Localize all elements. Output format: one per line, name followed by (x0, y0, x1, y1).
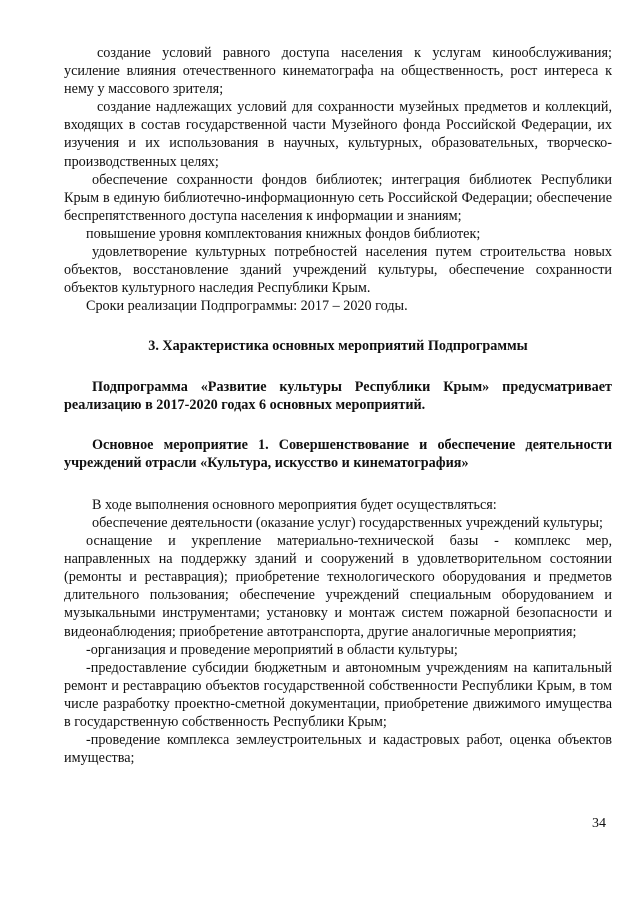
paragraph-measure-intro: В ходе выполнения основного мероприятия будет осуществляться: (92, 496, 497, 513)
paragraph-activity-support: обеспечение деятельности (оказание услуг) государственных учреждений культуры; (92, 514, 603, 531)
measure-1-heading: Основное мероприятие 1. Совершенствование и обеспечение деятельности учреждений отрасли «Культура, искусство и кинематография» (64, 436, 612, 471)
paragraph-cultural-needs: удовлетворение культурных потребностей населения путем строительства новых объектов, восстановление зданий учреждений культуры, обеспечение сохранности объектов культурного наследия Республики Крым. (64, 244, 612, 297)
page-content (64, 44, 612, 767)
paragraph-equipment: оснащение и укрепление материально-технической базы - комплекс мер, направленных на поддержку зданий и сооружений в удовлетворительном состоянии (ремонты и реставрация); приобретение технологического оборудования и предметов длительного пользования; обеспечение учреждений специальным оборудованием и музыкальными инструментами; установку и монтаж систем пожарной безопасности и видеонаблюдения; приобретение автотранспорта, другие аналогичные мероприятия; (64, 533, 612, 640)
paragraph-book-collections: повышение уровня комплектования книжных фондов библиотек; (86, 225, 481, 242)
paragraph-library-funds: обеспечение сохранности фондов библиотек; интеграция библиотек Республики Крым в единую библиотечно-информационную сеть Российской Федерации; обеспечение беспрепятственного доступа населения к информации и знаниям; (64, 171, 612, 224)
paragraph-implementation-period: Сроки реализации Подпрограммы: 2017 – 2020 годы. (86, 298, 408, 315)
paragraph-subsidies: -предоставление субсидии бюджетным и автономным учреждениям на капитальный ремонт и реставрацию объектов государственной собственности Республики Крым, в том числе разработку проектно-сметной документации, приобретение движимого имущества в государственную собственность Республики Крым; (64, 659, 612, 730)
paragraph-museum-conditions: создание надлежащих условий для сохранности музейных предметов и коллекций, входящих в состав государственной части Музейного фонда Российской Федерации, их изучения и их использования в научных, культурных, образовательных, творческо-производственных целях; (64, 99, 612, 170)
paragraph-events: -организация и проведение мероприятий в области культуры; (86, 641, 458, 658)
page-number: 34 (592, 816, 606, 831)
paragraph-land-works: -проведение комплекса землеустроительных и кадастровых работ, оценка объектов имущества; (64, 732, 612, 767)
paragraph-cinema-access: создание условий равного доступа населения к услугам кинообслуживания; усиление влияния отечественного кинематографа на общественность, рост интереса к нему у массового зрителя; (64, 45, 612, 98)
subprogram-intro: Подпрограмма «Развитие культуры Республики Крым» предусматривает реализацию в 2017-2020 годах 6 основных мероприятий. (64, 378, 612, 413)
section-heading: 3. Характеристика основных мероприятий Подпрограммы (148, 338, 528, 355)
